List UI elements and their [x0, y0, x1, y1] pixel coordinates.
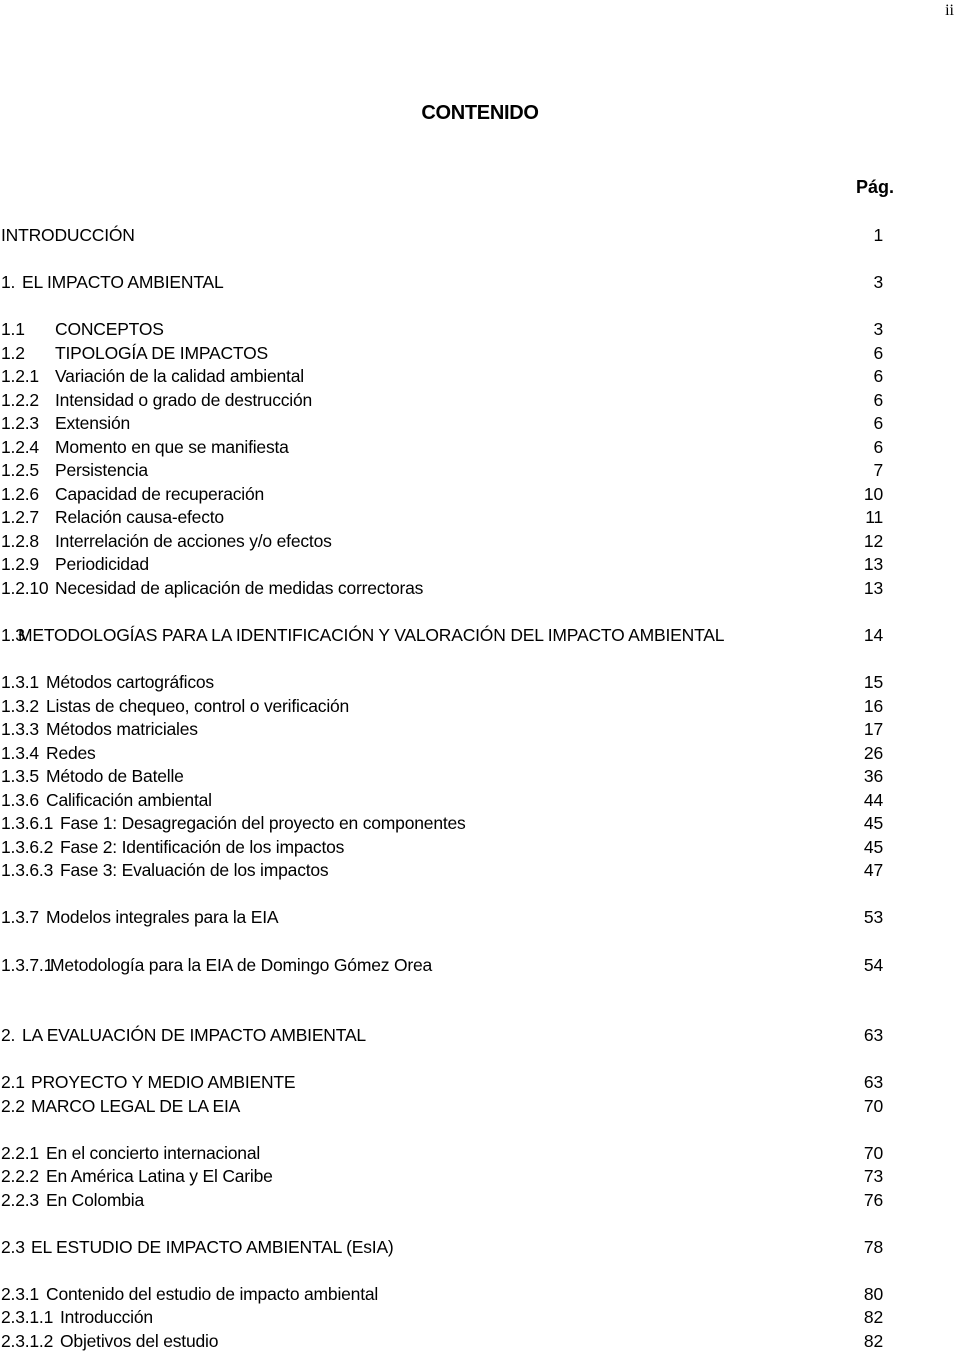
toc-entry-number: 1.3.6 — [1, 790, 39, 810]
toc-entry-page: 11 — [865, 507, 883, 527]
toc-entry-number: 2.3.1 — [1, 1284, 39, 1304]
toc-entry-page: 3 — [873, 272, 883, 292]
toc-entry-page: 70 — [863, 1096, 883, 1116]
page-column-header: Pág. — [855, 177, 894, 197]
toc-entry-title: Extensión — [55, 413, 131, 433]
toc-entry-number: 1.2.7 — [1, 507, 39, 527]
toc-entry-page: 6 — [873, 366, 883, 386]
toc-entry-page: 53 — [863, 907, 883, 927]
toc-entry — [0, 1024, 960, 1046]
toc-entry-title: Periodicidad — [55, 554, 149, 574]
toc-entry-title: MARCO LEGAL DE LA EIA — [31, 1096, 241, 1116]
toc-entry-number: 2.3.1.2 — [1, 1331, 54, 1351]
toc-entry — [0, 506, 960, 528]
toc-entry — [0, 812, 960, 834]
toc-entry-title: Metodología para la EIA de Domingo Gómez Orea — [50, 955, 433, 975]
toc-entry — [0, 1071, 960, 1093]
toc-entry-number: 2.2.3 — [1, 1190, 39, 1210]
toc-entry-page: 36 — [863, 766, 883, 786]
toc-entry-number: 2.1 — [1, 1072, 25, 1092]
toc-entry-number: 1.3 — [1, 625, 25, 645]
toc-entry-page: 80 — [863, 1284, 883, 1304]
toc-entry-title: Redes — [46, 743, 96, 763]
toc-entry-number: 1.2.6 — [1, 484, 39, 504]
toc-entry-page: 3 — [873, 319, 883, 339]
toc-entry-page: 6 — [873, 437, 883, 457]
toc-entry — [0, 695, 960, 717]
toc-entry-page: 10 — [863, 484, 883, 504]
toc-entry-title: Interrelación de acciones y/o efectos — [55, 531, 332, 551]
toc-entry-number: 1.2.8 — [1, 531, 39, 551]
toc-entry-page: 14 — [863, 625, 883, 645]
toc-entry-page: 7 — [873, 460, 883, 480]
toc-entry-title: Necesidad de aplicación de medidas correctoras — [55, 578, 424, 598]
toc-entry-title: Persistencia — [55, 460, 148, 480]
toc-entry-title: Intensidad o grado de destrucción — [55, 390, 313, 410]
toc-entry-title: En el concierto internacional — [46, 1143, 261, 1163]
toc-entry-number: 1.2 — [1, 343, 25, 363]
toc-entry — [0, 1142, 960, 1164]
toc-entry-title: Objetivos del estudio — [60, 1331, 219, 1351]
toc-entry-page: 54 — [863, 955, 883, 975]
toc-entry-number: 1.3.7 — [1, 907, 39, 927]
toc-entry — [0, 318, 960, 340]
toc-entry-page: 1 — [873, 225, 883, 245]
toc-entry-number: 2.2.1 — [1, 1143, 39, 1163]
toc-entry-page: 76 — [863, 1190, 883, 1210]
toc-entry-number: 2.3 — [1, 1237, 25, 1257]
toc-entry-title: Métodos cartográficos — [46, 672, 214, 692]
toc-entry-number: 1.2.2 — [1, 390, 39, 410]
toc-entry — [0, 1283, 960, 1305]
toc-entry-number: 1.3.2 — [1, 696, 39, 716]
toc-entry — [0, 389, 960, 411]
toc-entry-number: 1.2.9 — [1, 554, 39, 574]
toc-entry-number: 1. — [1, 272, 16, 292]
toc-entry — [0, 436, 960, 458]
toc-entry — [0, 1236, 960, 1258]
toc-entry-number: 1.3.6.1 — [1, 813, 54, 833]
page-number: ii — [945, 2, 954, 19]
toc-entry-number: 1.2.4 — [1, 437, 39, 457]
toc-entry-number: 1.2.1 — [1, 366, 39, 386]
toc-entry — [0, 271, 960, 293]
toc-entry-number: 1.3.6.2 — [1, 837, 54, 857]
toc-entry-title: Momento en que se manifiesta — [55, 437, 289, 457]
toc-entry-page: 78 — [863, 1237, 883, 1257]
toc-entry — [0, 553, 960, 575]
toc-entry-page: 63 — [863, 1025, 883, 1045]
toc-entry — [0, 483, 960, 505]
toc-entry-title: En América Latina y El Caribe — [46, 1166, 273, 1186]
toc-entry-number: INTRODUCCIÓN — [1, 225, 135, 245]
toc-entry-page: 47 — [863, 860, 883, 880]
toc-entry-page: 63 — [863, 1072, 883, 1092]
toc-entry-number: 1.2.10 — [1, 578, 49, 598]
toc-entry-number: 2. — [1, 1025, 16, 1045]
toc-entry-title: TIPOLOGÍA DE IMPACTOS — [55, 343, 268, 363]
toc-entry-page: 6 — [873, 413, 883, 433]
toc-entry — [0, 342, 960, 364]
toc-entry — [0, 742, 960, 764]
toc-entry — [0, 365, 960, 387]
toc-entry-number: 1.3.7.1 — [1, 955, 54, 975]
toc-entry-page: 6 — [873, 343, 883, 363]
toc-entry-page: 45 — [863, 837, 883, 857]
toc-entry-number: 1.1 — [1, 319, 25, 339]
toc-entry — [0, 530, 960, 552]
toc-entry-title: Introducción — [60, 1307, 153, 1327]
toc-entry-title: Relación causa-efecto — [55, 507, 224, 527]
toc-entry-title: EL ESTUDIO DE IMPACTO AMBIENTAL (EsIA) — [31, 1237, 394, 1257]
toc-entry-page: 16 — [863, 696, 883, 716]
toc-entry-title: Calificación ambiental — [46, 790, 212, 810]
toc-entry-number: 2.2 — [1, 1096, 25, 1116]
toc-entry-page: 12 — [863, 531, 883, 551]
toc-entry-page: 15 — [863, 672, 883, 692]
toc-entry-title: EL IMPACTO AMBIENTAL — [22, 272, 224, 292]
toc-entry-title: Capacidad de recuperación — [55, 484, 265, 504]
toc-entry-number: 1.3.5 — [1, 766, 39, 786]
toc-entry — [0, 906, 960, 928]
toc-entry-title: Métodos matriciales — [46, 719, 198, 739]
toc-entry-number: 1.2.5 — [1, 460, 39, 480]
toc-entry-number: 2.2.2 — [1, 1166, 39, 1186]
toc-entry-page: 73 — [863, 1166, 883, 1186]
toc-entry — [0, 765, 960, 787]
toc-entry — [0, 624, 960, 646]
toc-entry-number: 2.3.1.1 — [1, 1307, 54, 1327]
toc-entry — [0, 224, 960, 246]
toc-entry-title: En Colombia — [46, 1190, 144, 1210]
toc-entry — [0, 1306, 960, 1328]
toc-entry-title: Fase 3: Evaluación de los impactos — [60, 860, 329, 880]
toc-entry — [0, 459, 960, 481]
toc-entry-page: 13 — [863, 554, 883, 574]
toc-entry — [0, 836, 960, 858]
page-title: CONTENIDO — [421, 102, 539, 124]
toc-entry — [0, 789, 960, 811]
toc-entry — [0, 954, 960, 976]
toc-entry-title: METODOLOGÍAS PARA LA IDENTIFICACIÓN Y VALORACIÓN DEL IMPACTO AMBIENTAL — [18, 625, 725, 645]
toc-entry-number: 1.3.6.3 — [1, 860, 54, 880]
toc-entry-page: 6 — [873, 390, 883, 410]
toc-entry — [0, 412, 960, 434]
toc-entry — [0, 1189, 960, 1211]
toc-entry-title: Variación de la calidad ambiental — [55, 366, 304, 386]
toc-entry-page: 82 — [863, 1331, 883, 1351]
toc-entry-page: 82 — [863, 1307, 883, 1327]
toc-entry — [0, 718, 960, 740]
toc-entry — [0, 671, 960, 693]
toc-entry-title: PROYECTO Y MEDIO AMBIENTE — [31, 1072, 296, 1092]
toc-entry-title: Método de Batelle — [46, 766, 184, 786]
toc-entry-page: 17 — [863, 719, 883, 739]
toc-entry — [0, 1165, 960, 1187]
toc-entry-title: LA EVALUACIÓN DE IMPACTO AMBIENTAL — [22, 1025, 366, 1045]
toc-entry-page: 26 — [863, 743, 883, 763]
toc-entry — [0, 577, 960, 599]
toc-entry-title: Fase 2: Identificación de los impactos — [60, 837, 345, 857]
toc-entry — [0, 1330, 960, 1352]
toc-entry-title: Listas de chequeo, control o verificación — [46, 696, 350, 716]
toc-entry — [0, 1095, 960, 1117]
toc-entry-number: 1.3.3 — [1, 719, 39, 739]
toc-entry-page: 70 — [863, 1143, 883, 1163]
toc-entry-number: 1.2.3 — [1, 413, 39, 433]
toc-entry-page: 45 — [863, 813, 883, 833]
toc-entry-page: 44 — [863, 790, 883, 810]
toc-entry-title: CONCEPTOS — [55, 319, 164, 339]
toc-entry-number: 1.3.1 — [1, 672, 39, 692]
toc-entry-title: Fase 1: Desagregación del proyecto en componentes — [60, 813, 466, 833]
toc-entry-title: Modelos integrales para la EIA — [46, 907, 279, 927]
toc-entry-number: 1.3.4 — [1, 743, 39, 763]
toc-entry — [0, 859, 960, 881]
toc-entry-title: Contenido del estudio de impacto ambiental — [46, 1284, 379, 1304]
toc-entry-page: 13 — [863, 578, 883, 598]
